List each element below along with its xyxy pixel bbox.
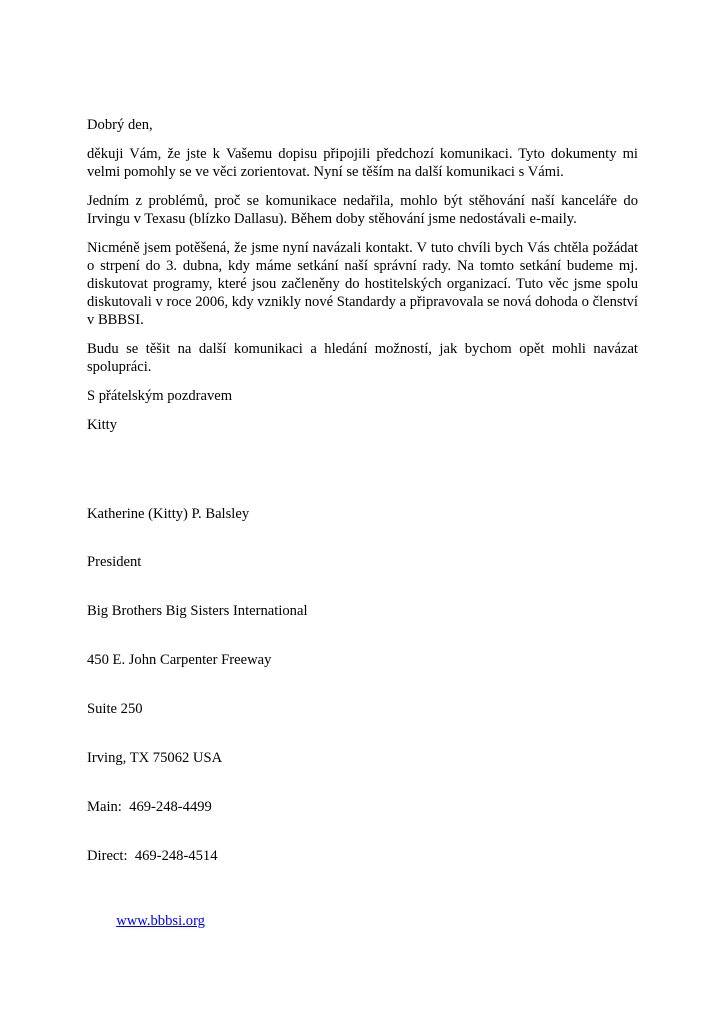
letter-paragraph-1: děkuji Vám, že jste k Vašemu dopisu připojili předchozí komunikaci. Tyto dokumenty mi velmi pomohly se ve věci zorientovat. Nyní se těším na další komunikaci s Vámi. bbox=[87, 146, 638, 180]
signature-block bbox=[87, 473, 638, 978]
contact-phone-direct: Direct: 469-248-4514 bbox=[87, 847, 218, 864]
letter-paragraph-2: Jedním z problémů, proč se komunikace nedařila, mohlo být stěhování naší kanceláře do Irvingu v Texasu (blízko Dallasu). Během doby stěhování jsme nedostávali e-maily. bbox=[87, 193, 638, 227]
contact-address-suite: Suite 250 bbox=[87, 701, 143, 718]
contact-name: Katherine (Kitty) P. Balsley bbox=[87, 505, 250, 522]
letter-paragraph-3: Nicméně jsem potěšená, že jsme nyní navázali kontakt. V tuto chvíli bych Vás chtěla požádat o strpení do 3. dubna, kdy máme setkání naší správní rady. Na tomto setkání budeme mj. diskutovat programy, které jsou začleněny do hostitelských organizací. Tuto věc jsme spolu diskutovali v roce 2006, kdy vznikly nové Standardy a připravovala se nová dohoda o členství v BBBSI. bbox=[87, 240, 638, 328]
letter-paragraph-4: Budu se těšit na další komunikaci a hledání možností, jak bychom opět mohli navázat spolupráci. bbox=[87, 341, 638, 375]
contact-address-street: 450 E. John Carpenter Freeway bbox=[87, 652, 272, 669]
letter-greeting: Dobrý den, bbox=[87, 117, 153, 133]
signature-first-name: Kitty bbox=[87, 417, 117, 433]
website-link[interactable]: www.bbbsi.org bbox=[116, 913, 205, 930]
contact-phone-main: Main: 469-248-4499 bbox=[87, 798, 212, 815]
contact-address-city: Irving, TX 75062 USA bbox=[87, 750, 223, 767]
letter-closing: S přátelským pozdravem bbox=[87, 388, 233, 404]
letter-body bbox=[87, 116, 638, 978]
contact-organization: Big Brothers Big Sisters International bbox=[87, 603, 308, 620]
contact-title: President bbox=[87, 554, 142, 571]
